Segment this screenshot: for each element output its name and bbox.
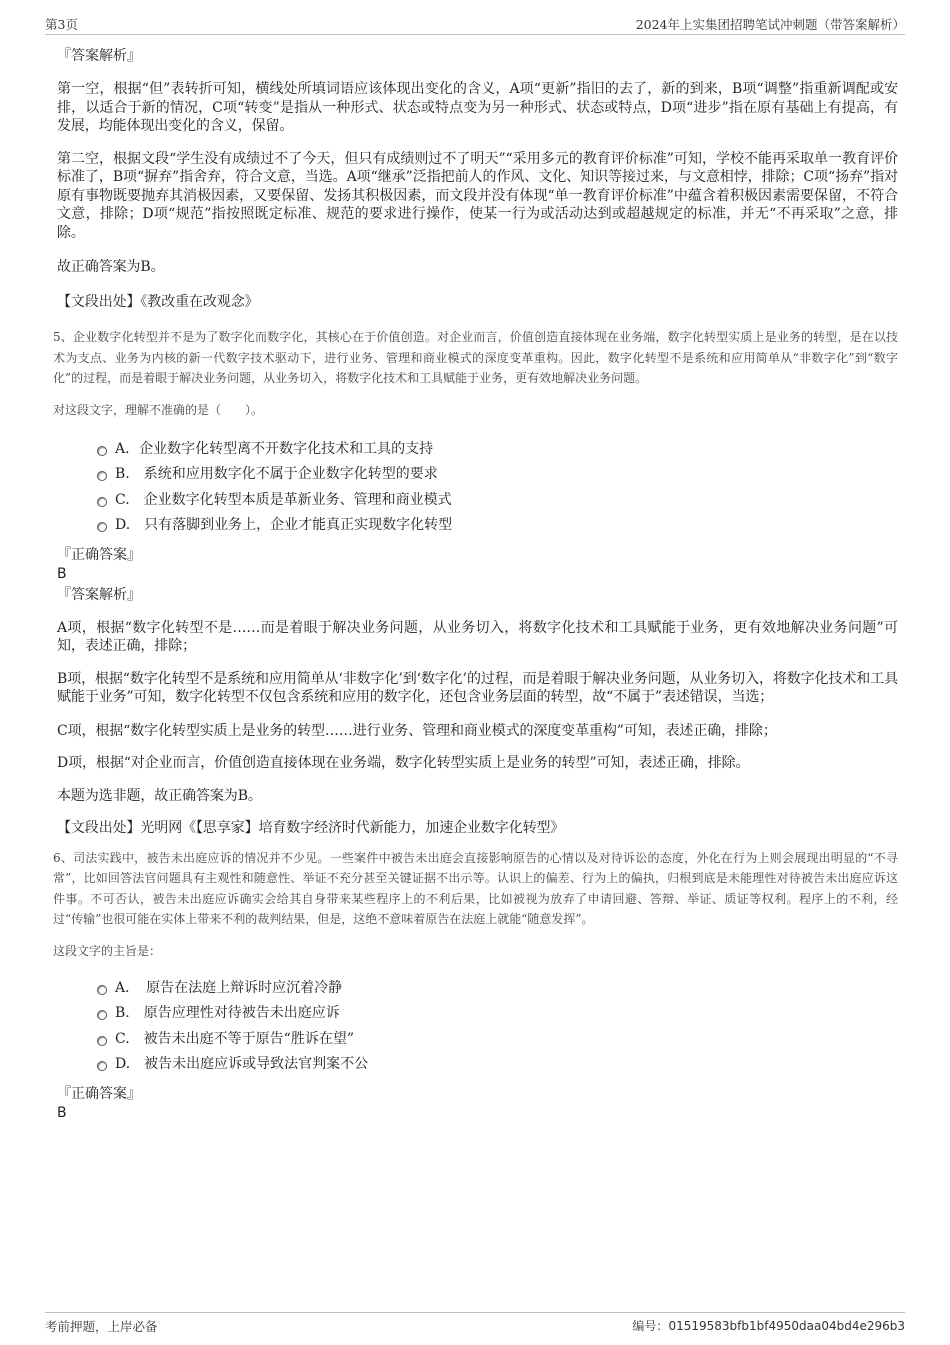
option-label: B. 系统和应用数字化不属于企业数字化转型的要求 xyxy=(115,466,438,482)
radio-button-icon[interactable] xyxy=(97,1036,107,1046)
analysis-paragraph: D项，根据“对企业而言，价值创造直接体现在业务端，数字化转型实质上是业务的转型”可知，表述正确，排除。 xyxy=(57,755,750,771)
option-d[interactable] xyxy=(97,513,898,539)
correct-answer-label: 『正确答案』 xyxy=(57,1085,141,1102)
question-5-prompt: 对这段文字，理解不准确的是（ ）。 xyxy=(53,402,264,417)
analysis-paragraph: A项，根据“数字化转型不是……而是着眼于解决业务问题，从业务切入，将数字化技术和工具赋能于业务，更有效地解决业务问题”可知，表述正确，排除； xyxy=(57,619,898,654)
analysis-conclusion: 本题为选非题，故正确答案为B。 xyxy=(57,787,262,804)
radio-button-icon[interactable] xyxy=(97,1061,107,1071)
footer-slogan: 考前押题，上岸必备 xyxy=(45,1319,158,1334)
option-d[interactable] xyxy=(97,1052,898,1078)
radio-button-icon[interactable] xyxy=(97,471,107,481)
radio-button-icon[interactable] xyxy=(97,446,107,456)
analysis-paragraph: 第二空，根据文段“学生没有成绩过不了今天，但只有成绩则过不了明天”“采用多元的教育评价标准”可知，学校不能再采取单一教育评价标准了，B项“摒弃”指舍弃，符合文意，当选。A项“继承”泛指把前人的作风、文化、知识等接过来，与文意相悖，排除；C项“扬弃”指对原有事物既要抛弃其消极因素，又要保留、发扬其积极因素，而文段并没有体现“单一教育评价标准”中蕴含着积极因素需要保留，不符合文意，排除；D项“规范”指按照既定标准、规范的要求进行操作，使某一行为或活动达到或超越规定的标准，并无“不再采取”之意，排除。 xyxy=(57,150,898,241)
analysis-paragraph: C项，根据“数字化转型实质上是业务的转型……进行业务、管理和商业模式的深度变革重构”可知，表述正确，排除； xyxy=(57,722,777,739)
analysis-paragraph: B项，根据“数字化转型不是系统和应用简单从‘非数字化’到‘数字化’的过程，而是着眼于解决业务问题，从业务切入，将数字化技术和工具赋能于业务”可知，数字化转型不仅包含系统和应用的数字化，还包含业务层面的转型，故“不属于”表述错误，当选； xyxy=(57,670,898,705)
document-code xyxy=(632,1317,905,1334)
source-citation: 【文段出处】《教改重在改观念》 xyxy=(57,293,259,310)
option-a[interactable] xyxy=(97,437,898,463)
page-content xyxy=(53,45,898,1122)
radio-button-icon[interactable] xyxy=(97,985,107,995)
analysis-label: 『答案解析』 xyxy=(57,586,141,603)
option-label: B. 原告应理性对待被告未出庭应诉 xyxy=(115,1005,340,1021)
option-label: C. 被告未出庭不等于原告“胜诉在望” xyxy=(115,1030,354,1047)
page-footer xyxy=(45,1312,905,1335)
correct-answer: B xyxy=(57,565,67,582)
option-b[interactable] xyxy=(97,1001,898,1027)
radio-button-icon[interactable] xyxy=(97,497,107,507)
correct-answer-label: 『正确答案』 xyxy=(57,546,141,563)
option-label: A． 原告在法庭上辩诉时应沉着冷静 xyxy=(115,979,343,996)
code-label: 编号： xyxy=(632,1319,669,1333)
code-value: 01519583bfb1bf4950daa04bd4e296b3 xyxy=(668,1319,905,1333)
question-6-text: 6、司法实践中，被告未出庭应诉的情况并不少见。一些案件中被告未出庭会直接影响原告的心情以及对待诉讼的态度，外化在行为上则会展现出明显的“不寻常”，比如回答法官问题具有主观性和随意性、举证不充分甚至关键证据不出示等。认识上的偏差、行为上的偏执，归根到底是未能理性对待被告未出庭应诉这件事。不可否认，被告未出庭应诉确实会给其自身带来某些程序上的不利后果，比如被视为放弃了申请回避、答辩、举证、质证等权利。程序上的不利，经过“传输”也很可能在实体上带来不利的裁判结果，但是，这绝不意味着原告在法庭上就能“随意发挥”。 xyxy=(53,850,898,926)
option-c[interactable] xyxy=(97,488,898,514)
question-6-options xyxy=(57,976,898,1078)
question-6-prompt: 这段文字的主旨是： xyxy=(53,943,162,958)
option-b[interactable] xyxy=(97,462,898,488)
radio-button-icon[interactable] xyxy=(97,1010,107,1020)
option-label: A．企业数字化转型离不开数字化技术和工具的支持 xyxy=(115,440,434,457)
radio-button-icon[interactable] xyxy=(97,522,107,532)
document-title: 2024年上实集团招聘笔试冲刺题（带答案解析） xyxy=(635,17,905,32)
analysis-label: 『答案解析』 xyxy=(57,48,141,64)
option-label: D. 被告未出庭应诉或导致法官判案不公 xyxy=(115,1056,369,1072)
question-5-options xyxy=(57,437,898,539)
page-number: 第3页 xyxy=(45,17,78,32)
correct-answer: B xyxy=(57,1104,67,1121)
option-a[interactable] xyxy=(97,976,898,1002)
analysis-conclusion: 故正确答案为B。 xyxy=(57,259,165,275)
option-c[interactable] xyxy=(97,1027,898,1053)
analysis-paragraph: 第一空，根据“但”表转折可知，横线处所填词语应该体现出变化的含义，A项“更新”指旧的去了，新的到来，B项“调整”指重新调配或安排，以适合于新的情况，C项“转变”是指从一种形式、状态或特点变为另一种形式、状态或特点，D项“进步”指在原有基础上有提高，有发展，均能体现出变化的含义，保留。 xyxy=(57,81,898,134)
option-label: C. 企业数字化转型本质是革新业务、管理和商业模式 xyxy=(115,491,452,508)
option-label: D. 只有落脚到业务上，企业才能真正实现数字化转型 xyxy=(115,517,453,533)
source-citation: 【文段出处】光明网《【思享家】培育数字经济时代新能力，加速企业数字化转型》 xyxy=(57,820,565,836)
question-5-text: 5、企业数字化转型并不是为了数字化而数字化，其核心在于价值创造。对企业而言，价值创造直接体现在业务端，数字化转型实质上是业务的转型，是在以技术为支点、业务为内核的新一代数字技术驱动下，进行业务、管理和商业模式的深度变革重构。因此，数字化转型不是系统和应用简单从“非数字化”到“数字化”的过程，而是着眼于解决业务问题，从业务切入，将数字化技术和工具赋能于业务，更有效地解决业务问题。 xyxy=(53,330,898,385)
page-header xyxy=(45,14,905,35)
